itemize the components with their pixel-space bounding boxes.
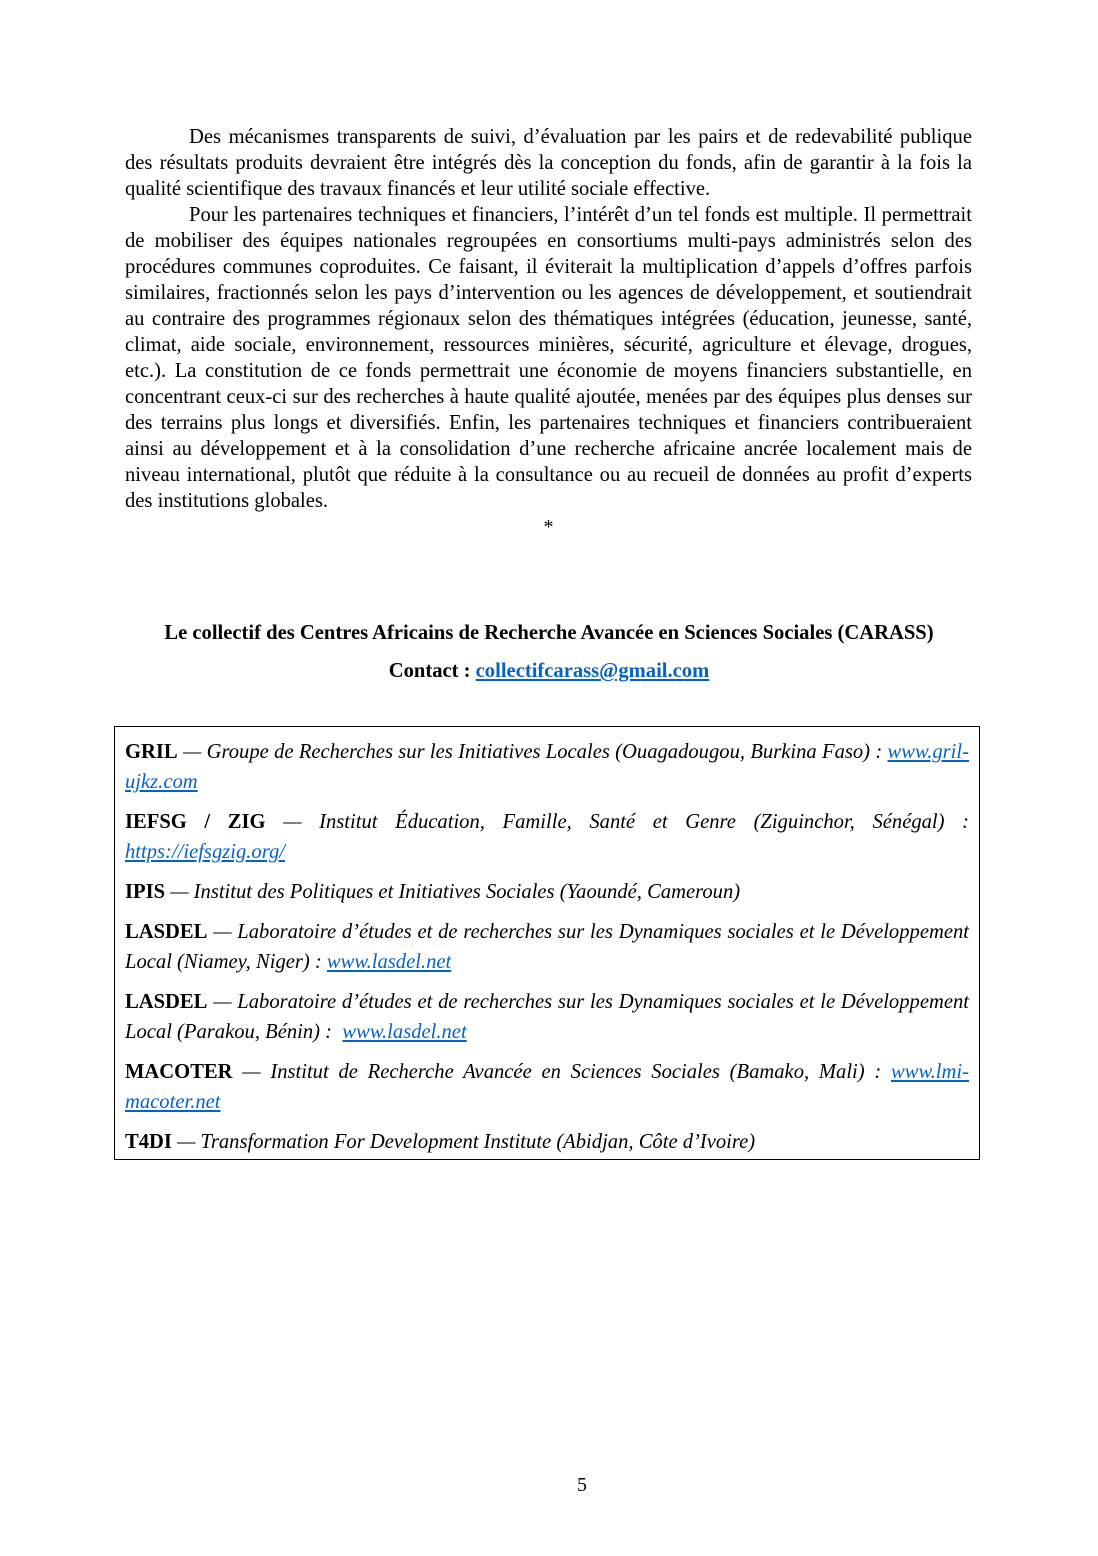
member-entry [125,877,969,907]
member-acronym: IEFSG / ZIG [125,811,266,833]
member-description: — Laboratoire d’études et de recherches sur les Dynamiques sociales et le Développement Local (Niamey, Niger) : [125,921,969,973]
member-description: — Institut de Recherche Avancée en Sciences Sociales (Bamako, Mali) : [232,1061,891,1083]
member-link[interactable]: www.lasdel.net [342,1021,467,1043]
paragraph: Des mécanismes transparents de suivi, d’évaluation par les pairs et de redevabilité publique des résultats produits devraient être intégrés dès la conception du fonds, afin de garantir à la fois la qualité scientifique des travaux financés et leur utilité sociale effective. [125,126,972,200]
section-separator: * [543,516,554,538]
member-entry [125,987,975,1047]
member-acronym: IPIS [125,881,166,903]
member-description: — Groupe de Recherches sur les Initiatives Locales (Ouagadougou, Burkina Faso) : [177,741,888,763]
member-link[interactable]: www.lasdel.net [326,951,452,973]
member-acronym: LASDEL [125,921,208,943]
body-text [125,124,972,540]
contact-line [0,658,1098,684]
member-acronym: T4DI [125,1131,172,1153]
member-description: — Transformation For Development Institute (Abidjan, Côte d’Ivoire) [171,1131,756,1153]
member-entry [125,807,969,867]
member-link[interactable]: www.gril-ujkz.com [125,741,969,793]
member-acronym: GRIL [125,741,178,763]
member-acronym: LASDEL [125,991,208,1013]
member-entry [125,1057,969,1117]
paragraph: Pour les partenaires techniques et financiers, l’intérêt d’un tel fonds est multiple. Il permettrait de mobiliser des équipes nationales regroupées en consortiums multi-pays administrés selon des procédures communes coproduites. Ce faisant, il éviterait la multiplication d’appels d’offres parfois similaires, fractionnés selon les pays d’intervention ou les agences de développement, et soutiendrait au contraire des programmes régionaux selon des thématiques intégrées (éducation, jeunesse, santé, climat, aide sociale, environnement, ressources minières, sécurité, agriculture et élevage, drogues, etc.). La constitution de ce fonds permettrait une économie de moyens financiers substantielle, en concentrant ceux-ci sur des recherches à haute qualité ajoutée, menées par des équipes plus denses sur des terrains plus longs et diversifiés. Enfin, les partenaires techniques et financiers contribueraient ainsi au développement et à la consolidation d’une recherche africaine ancrée localement mais de niveau international, plutôt que réduite à la consultance ou au recueil de données au profit d’experts des institutions globales. [125,204,972,512]
collective-signature: Le collectif des Centres Africains de Recherche Avancée en Sciences Sociales (CARASS) [164,622,934,644]
member-acronym: MACOTER [125,1061,233,1083]
member-entry [125,1127,969,1157]
member-description: — Institut des Politiques et Initiatives Sociales (Yaoundé, Cameroun) [165,881,741,903]
member-description: — Institut Éducation, Famille, Santé et Genre (Ziguinchor, Sénégal) : [265,811,969,833]
member-link[interactable]: www.lmi-macoter.net [125,1061,969,1113]
contact-email-link[interactable]: collectifcarass@gmail.com [475,660,710,682]
member-entry [125,917,969,977]
member-link[interactable]: https://iefsgzig.org/ [125,841,285,863]
member-description: — Laboratoire d’études et de recherches sur les Dynamiques sociales et le Développement Local (Parakou, Bénin) : [125,991,975,1043]
page-number: 5 [577,1474,587,1496]
members-box [114,726,980,1160]
member-entry [125,737,969,797]
contact-label: Contact : [388,660,476,682]
